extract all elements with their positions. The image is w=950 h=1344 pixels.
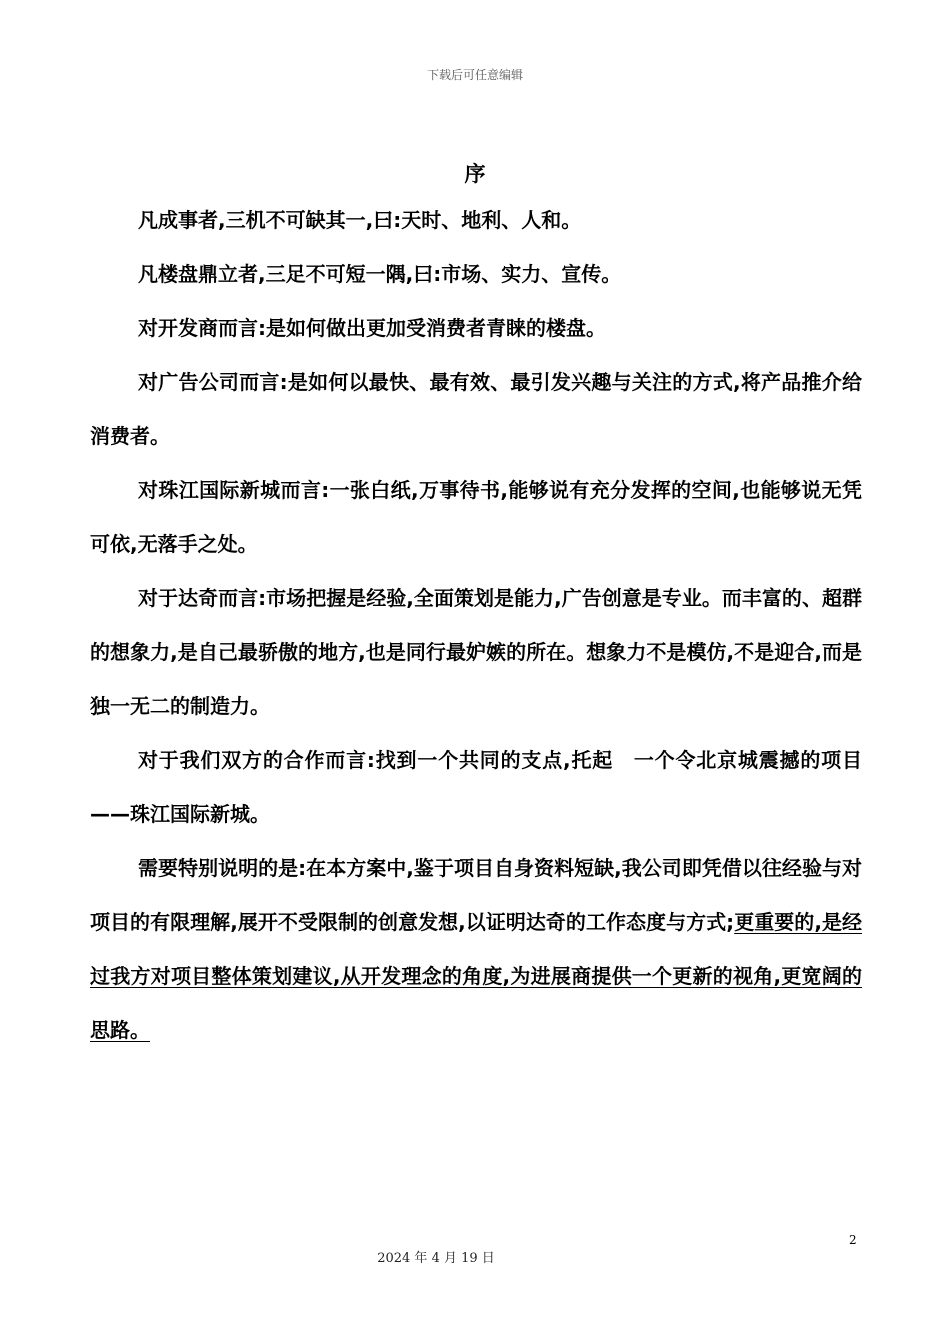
paragraph-8 xyxy=(90,841,862,1057)
paragraph-5: 对珠江国际新城而言:一张白纸,万事待书,能够说有充分发挥的空间,也能够说无凭可依,无落手之处。 xyxy=(90,478,862,556)
document-body xyxy=(90,193,862,1057)
paragraph-1: 凡成事者,三机不可缺其一,曰:天时、地利、人和。 xyxy=(138,208,582,232)
document-title: 序 xyxy=(464,162,486,186)
paragraph-8-underlined-text: 更重要的,是经过我方对项目整体策划建议,从开发理念的角度,为进展商提供一个更新的视角,更宽阔的思路。 xyxy=(90,910,862,1042)
footer-date: 2024 年 4 月 19 日 xyxy=(377,1251,495,1266)
paragraph-8-plain-text: 需要特别说明的是:在本方案中,鉴于项目自身资料短缺,我公司即凭借以往经验与对项目的有限理解,展开不受限制的创意发想,以证明达奇的工作态度与方式; xyxy=(90,856,862,934)
paragraph-4: 对广告公司而言:是如何以最快、最有效、最引发兴趣与关注的方式,将产品推介给消费者。 xyxy=(90,370,862,448)
page-number: 2 xyxy=(849,1233,857,1247)
paragraph-3: 对开发商而言:是如何做出更加受消费者青睐的楼盘。 xyxy=(138,316,606,340)
paragraph-6: 对于达奇而言:市场把握是经验,全面策划是能力,广告创意是专业。而丰富的、超群的想象力,是自己最骄傲的地方,也是同行最妒嫉的所在。想象力不是模仿,不是迎合,而是独一无二的制造力。 xyxy=(90,586,862,718)
page-header: 下载后可任意编辑 xyxy=(426,68,523,82)
paragraph-7: 对于我们双方的合作而言:找到一个共同的支点,托起 一个令北京城震撼的项目——珠江国际新城。 xyxy=(90,748,862,826)
paragraph-2: 凡楼盘鼎立者,三足不可短一隅,曰:市场、实力、宣传。 xyxy=(138,262,622,286)
